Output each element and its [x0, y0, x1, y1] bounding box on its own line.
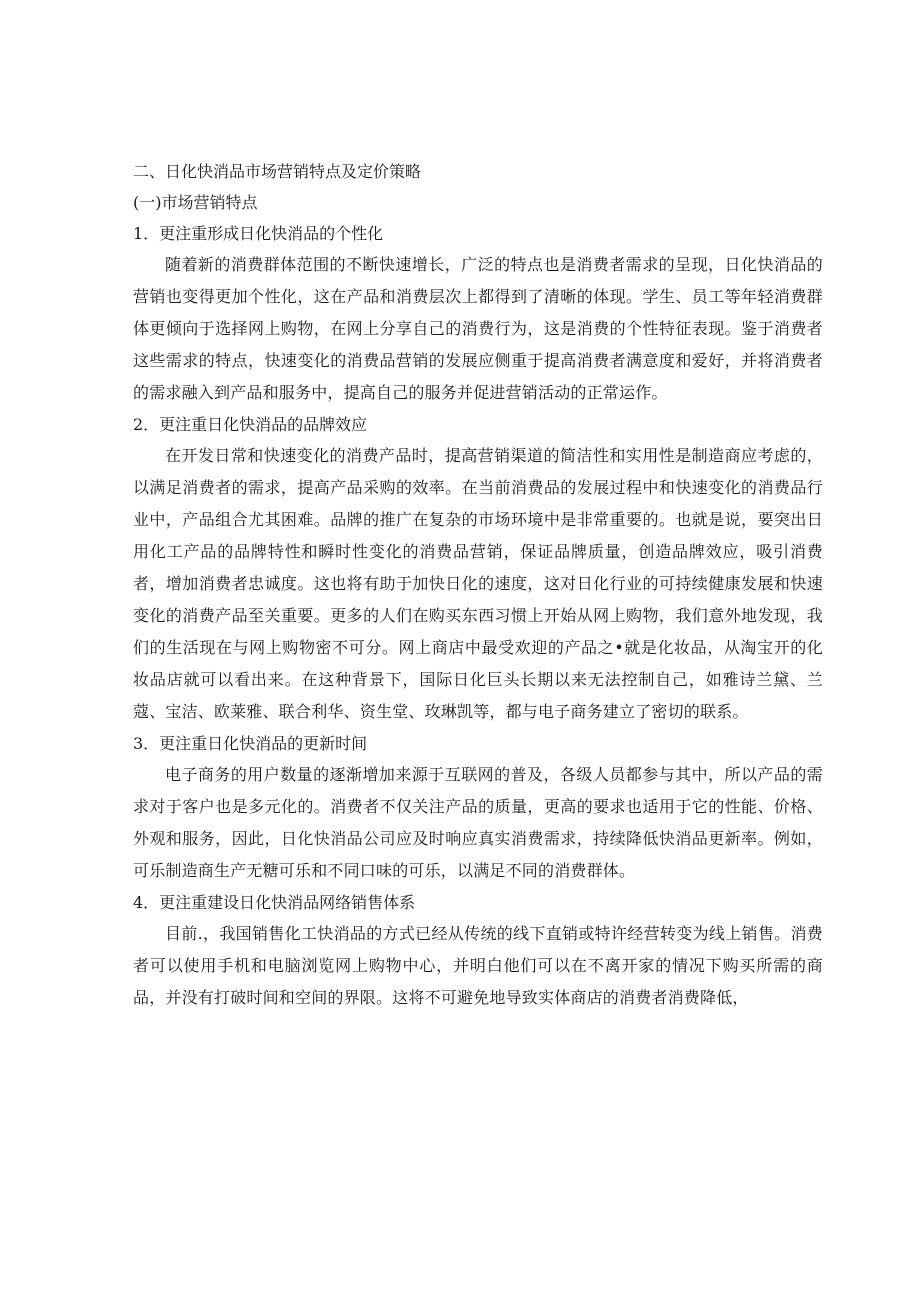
item-heading-1: 1．更注重形成日化快消品的个性化	[133, 224, 384, 243]
section-heading: 二、日化快消品市场营销特点及定价策略	[133, 162, 422, 181]
subsection-heading: (一)市场营销特点	[133, 193, 258, 212]
document-body	[133, 156, 823, 1014]
item-paragraph-4: 目前.，我国销售化工快消品的方式已经从传统的线下直销或特许经营转变为线上销售。消费者可以使用手机和电脑浏览网上购物中心，并明白他们可以在不离开家的情况下购买所需的商品，并没有打破时间和空间的界限。这将不可避免地导致实体商店的消费者消费降低，	[133, 924, 823, 1007]
item-heading-4: 4．更注重建设日化快消品网络销售体系	[133, 893, 416, 912]
item-heading-2: 2．更注重日化快消品的品牌效应	[133, 415, 368, 434]
item-paragraph-1: 随着新的消费群体范围的不断快速增长，广泛的特点也是消费者需求的呈现，日化快消品的营销也变得更加个性化，这在产品和消费层次上都得到了清晰的体现。学生、员工等年轻消费群体更倾向于选择网上购物，在网上分享自己的消费行为，这是消费的个性特征表现。鉴于消费者这些需求的特点，快速变化的消费品营销的发展应侧重于提高消费者满意度和爱好，并将消费者的需求融入到产品和服务中，提高自己的服务并促进营销活动的正常运作。	[133, 255, 823, 402]
item-paragraph-2: 在开发日常和快速变化的消费产品时，提高营销渠道的简洁性和实用性是制造商应考虑的，以满足消费者的需求，提高产品采购的效率。在当前消费品的发展过程中和快速变化的消费品行业中，产品组合尤其困难。品牌的推广在复杂的市场环境中是非常重要的。也就是说，要突出日用化工产品的品牌特性和瞬时性变化的消费品营销，保证品牌质量，创造品牌效应，吸引消费者，增加消费者忠诚度。这也将有助于加快日化的速度，这对日化行业的可持续健康发展和快速变化的消费产品至关重要。更多的人们在购买东西习惯上开始从网上购物，我们意外地发现，我们的生活现在与网上购物密不可分。网上商店中最受欢迎的产品之•就是化妆品，从淘宝开的化妆品店就可以看出来。在这种背景下，国际日化巨头长期以来无法控制自己，如雅诗兰黛、兰蔻、宝洁、欧莱雅、联合利华、资生堂、玫琳凯等，都与电子商务建立了密切的联系。	[133, 446, 823, 721]
item-heading-3: 3．更注重日化快消品的更新时间	[133, 734, 368, 753]
item-paragraph-3: 电子商务的用户数量的逐渐增加来源于互联网的普及，各级人员都参与其中，所以产品的需求对于客户也是多元化的。消费者不仅关注产品的质量，更高的要求也适用于它的性能、价格、外观和服务，因此，日化快消品公司应及时响应真实消费需求，持续降低快消品更新率。例如，可乐制造商生产无糖可乐和不同口味的可乐，以满足不同的消费群体。	[133, 765, 823, 880]
